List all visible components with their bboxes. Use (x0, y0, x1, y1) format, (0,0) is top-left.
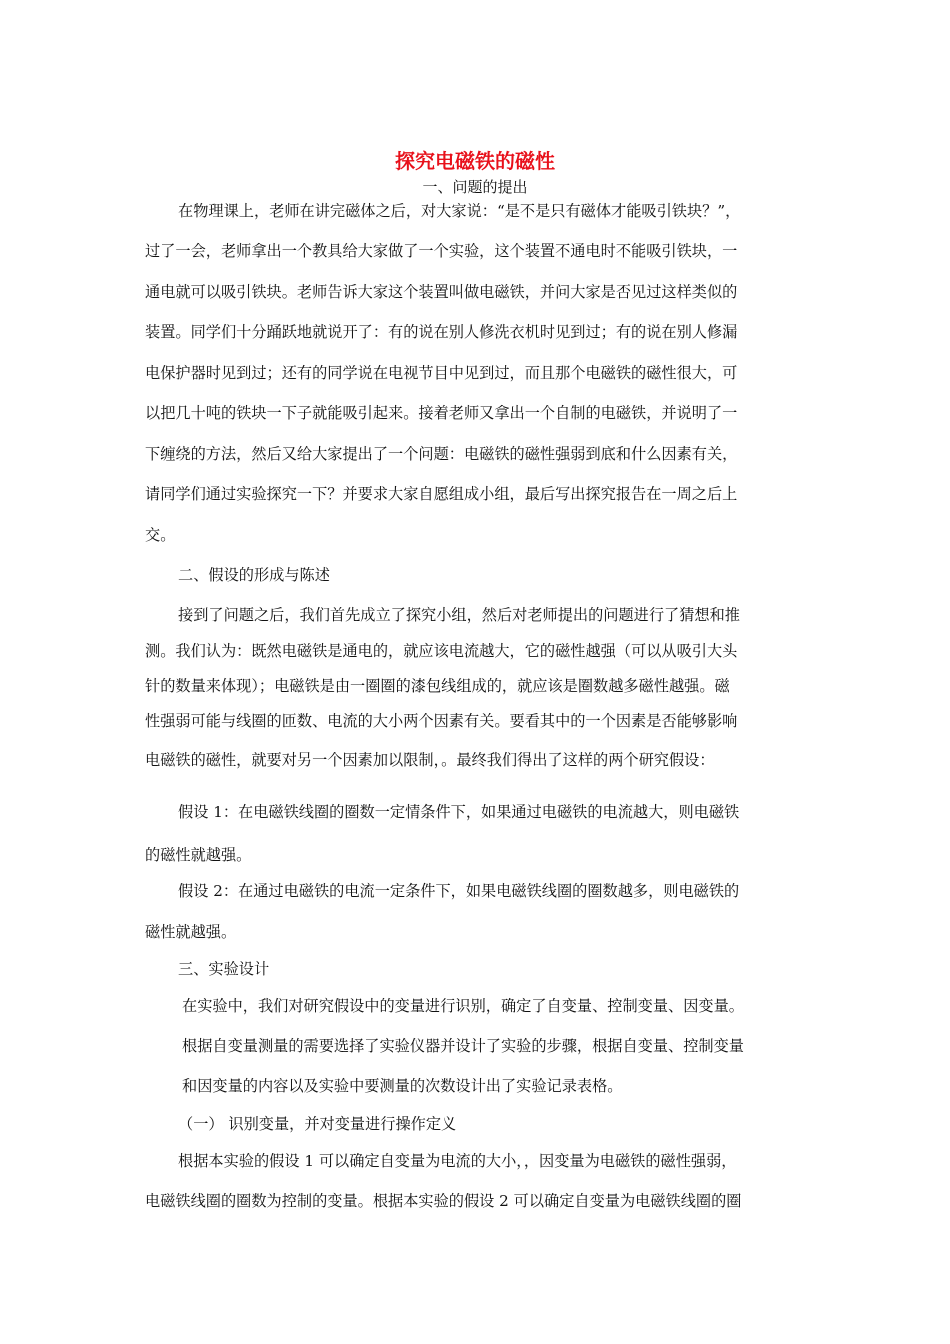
paragraph-line: 下缠绕的方法，然后又给大家提出了一个问题：电磁铁的磁性强弱到底和什么因素有关， (145, 445, 738, 463)
paragraph-line: 以把几十吨的铁块一下子就能吸引起来。接着老师又拿出一个自制的电磁铁，并说明了一 (145, 404, 738, 422)
paragraph-line: 针的数量来体现）；电磁铁是由一圈圈的漆包线组成的，就应该是圈数越多磁性越强。磁 (145, 677, 730, 695)
paragraph-line: 测。我们认为：既然电磁铁是通电的，就应该电流越大，它的磁性越强（可以从吸引大头 (145, 642, 738, 660)
paragraph-line: 和因变量的内容以及实验中要测量的次数设计出了实验记录表格。 (182, 1077, 623, 1095)
document-title: 探究电磁铁的磁性 (395, 149, 555, 173)
paragraph-line: 在物理课上，老师在讲完磁体之后，对大家说：“是不是只有磁体才能吸引铁块？”， (178, 202, 741, 220)
paragraph-line: 请同学们通过实验探究一下？并要求大家自愿组成小组，最后写出探究报告在一周之后上 (145, 485, 738, 503)
section3-heading: 三、实验设计 (178, 960, 270, 978)
subsection-heading: （一） 识别变量，并对变量进行操作定义 (178, 1115, 457, 1133)
paragraph-line: 装置。同学们十分踊跃地就说开了：有的说在别人修洗衣机时见到过；有的说在别人修漏 (145, 323, 738, 341)
hypothesis-2-line: 磁性就越强。 (145, 923, 237, 941)
paragraph-line: 交。 (145, 526, 176, 544)
paragraph-line: 接到了问题之后，我们首先成立了探究小组，然后对老师提出的问题进行了猜想和推 (178, 606, 740, 624)
paragraph-line: 过了一会，老师拿出一个教具给大家做了一个实验，这个装置不通电时不能吸引铁块，一 (145, 242, 738, 260)
paragraph-line: 在实验中，我们对研究假设中的变量进行识别，确定了自变量、控制变量、因变量。 (182, 997, 744, 1015)
section1-heading: 一、问题的提出 (422, 178, 528, 196)
paragraph-line: 电磁铁的磁性，就要对另一个因素加以限制，。最终我们得出了这样的两个研究假设： (145, 751, 715, 769)
section2-heading: 二、假设的形成与陈述 (178, 566, 330, 584)
hypothesis-2-line: 假设 2：在通过电磁铁的电流一定条件下，如果电磁铁线圈的圈数越多，则电磁铁的 (178, 882, 740, 900)
paragraph-line: 通电就可以吸引铁块。老师告诉大家这个装置叫做电磁铁，并问大家是否见过这样类似的 (145, 283, 738, 301)
hypothesis-1-line: 假设 1：在电磁铁线圈的圈数一定情条件下，如果通过电磁铁的电流越大，则电磁铁 (178, 803, 740, 821)
hypothesis-1-line: 的磁性就越强。 (145, 846, 252, 864)
paragraph-line: 根据自变量测量的需要选择了实验仪器并设计了实验的步骤，根据自变量、控制变量 (182, 1037, 744, 1055)
paragraph-line: 性强弱可能与线圈的匝数、电流的大小两个因素有关。要看其中的一个因素是否能够影响 (145, 712, 738, 730)
paragraph-line: 根据本实验的假设 1 可以确定自变量为电流的大小，，因变量为电磁铁的磁性强弱， (178, 1152, 737, 1170)
paragraph-line: 电磁铁线圈的圈数为控制的变量。根据本实验的假设 2 可以确定自变量为电磁铁线圈的圈 (145, 1192, 742, 1210)
paragraph-line: 电保护器时见到过；还有的同学说在电视节目中见到过，而且那个电磁铁的磁性很大，可 (145, 364, 738, 382)
